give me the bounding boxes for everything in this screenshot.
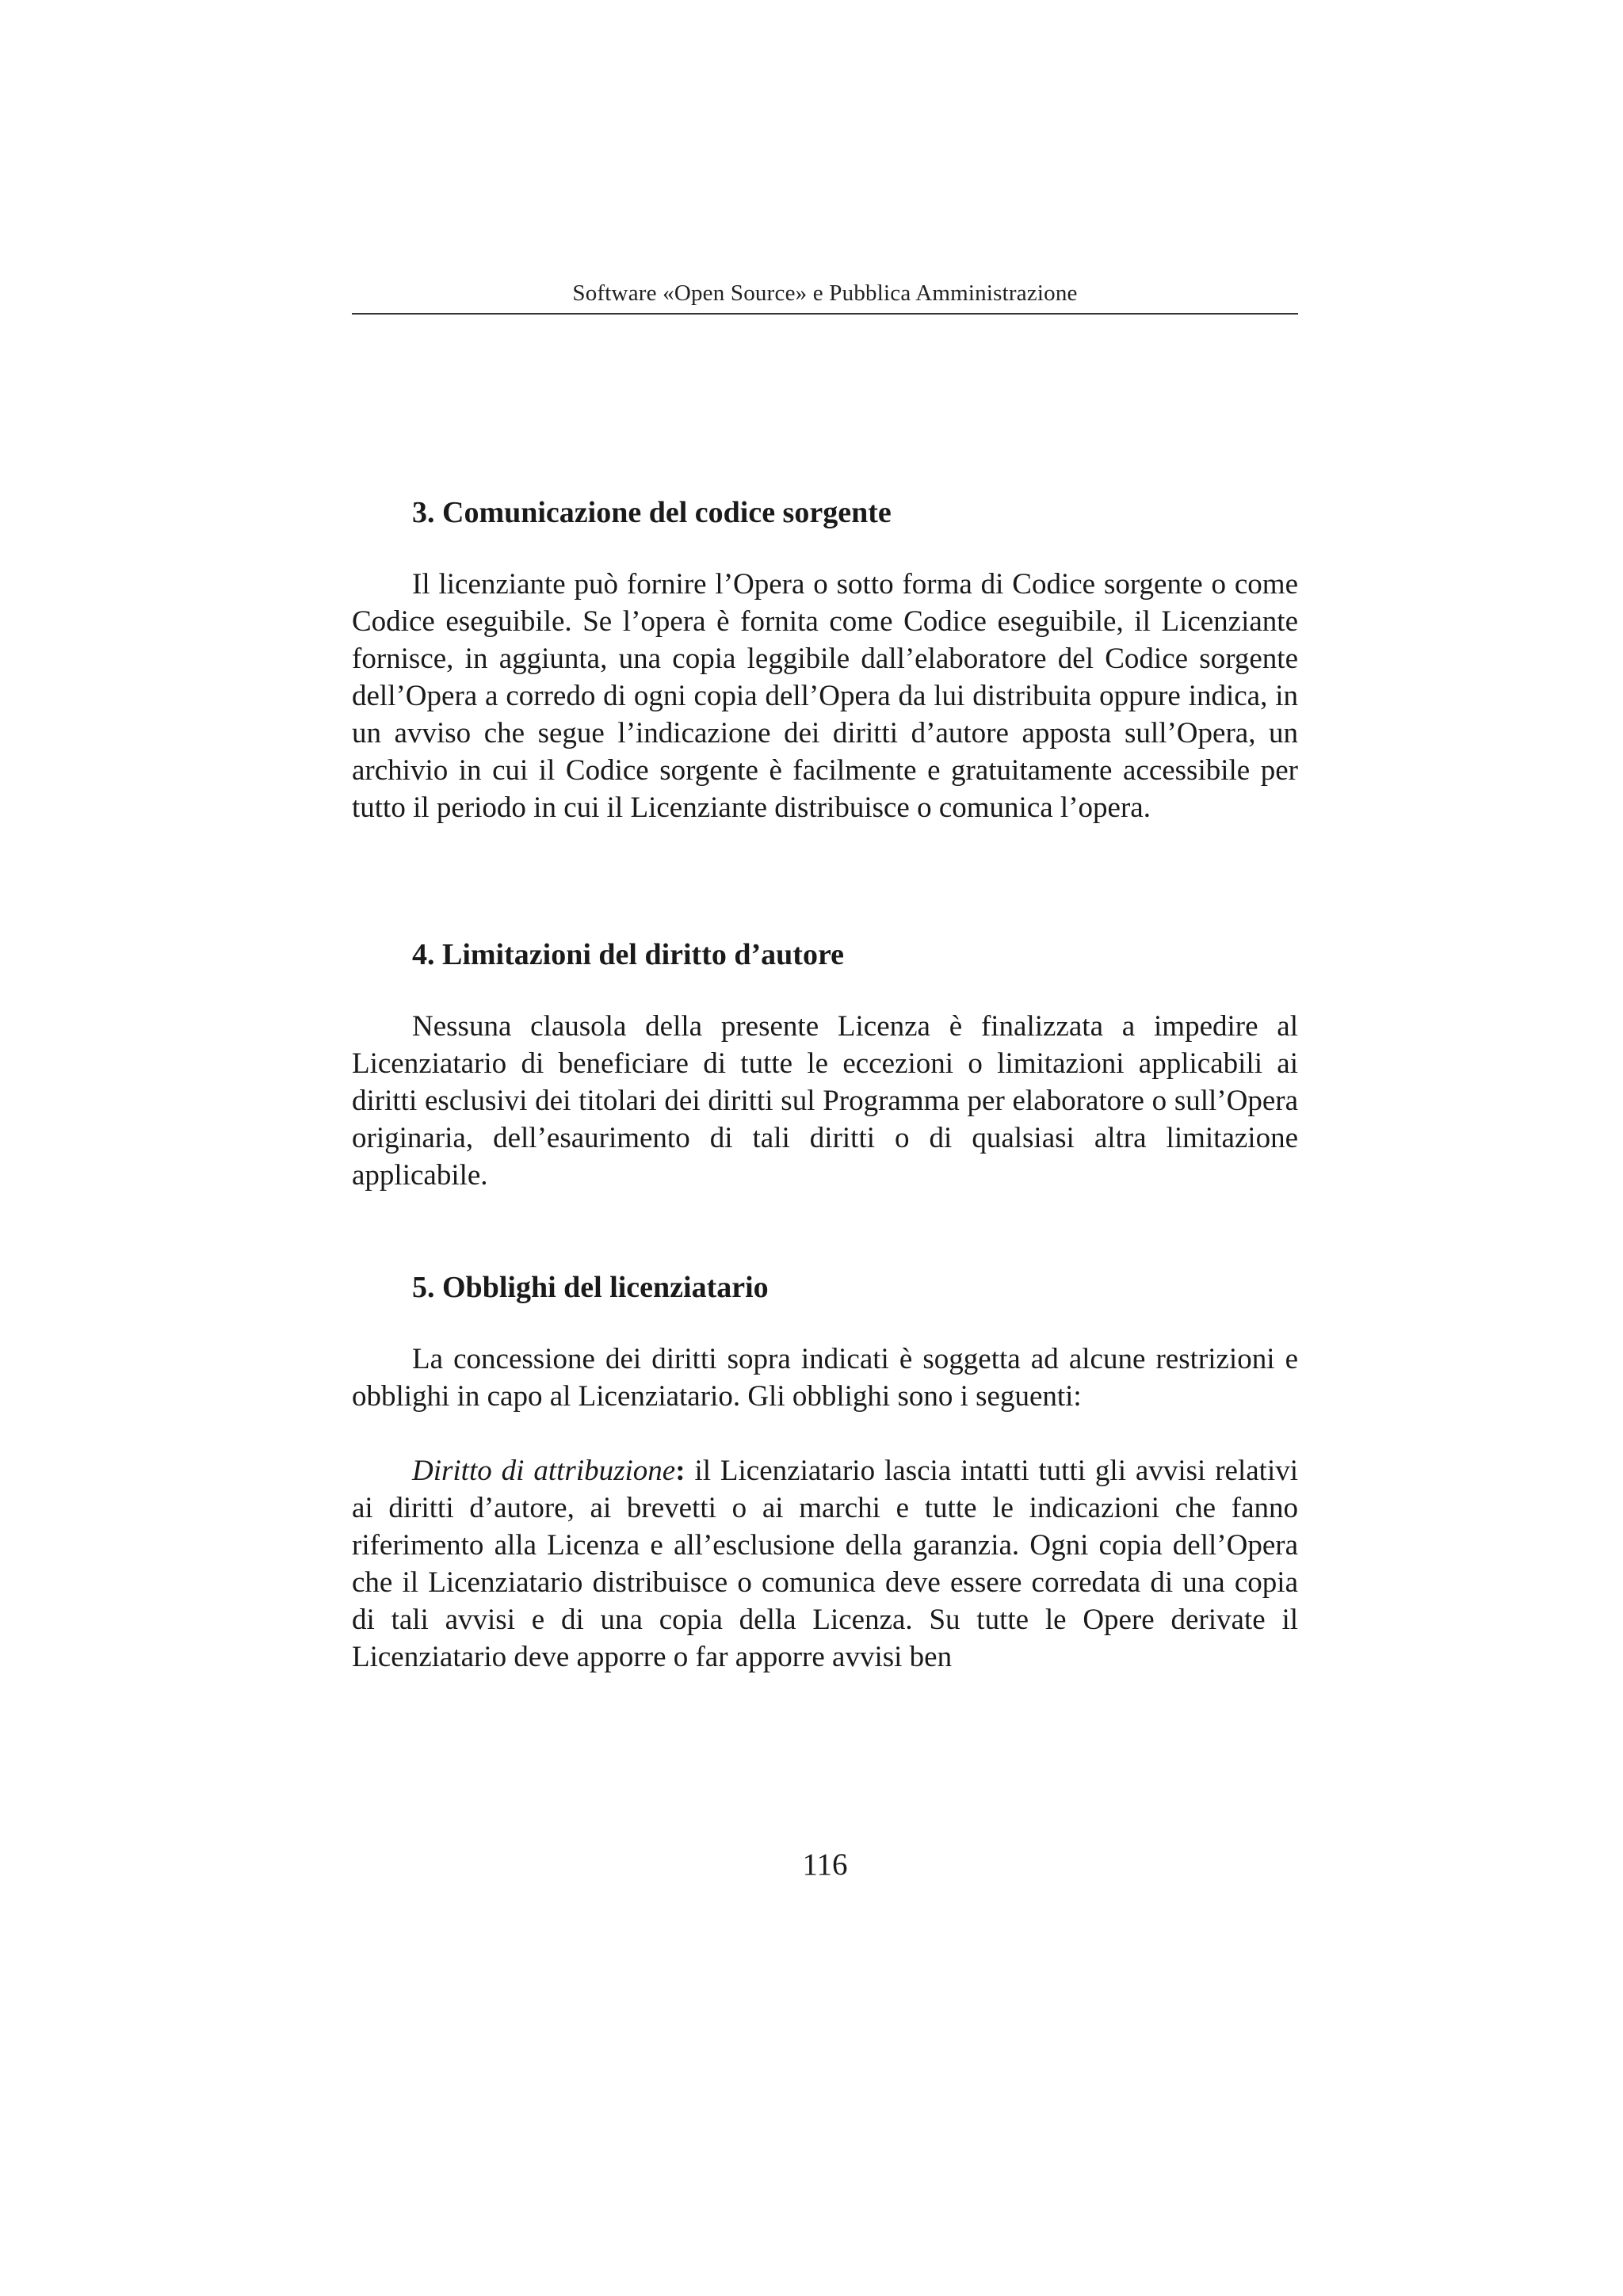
section-3-heading: 3. Comunicazione del codice sorgente: [412, 496, 892, 529]
subclause-text: il Licenziatario lascia intatti tutti gli avvisi relativi ai diritti d’autore, ai brevetti o ai marchi e tutte le indicazioni che fanno riferimento alla Licenza e all’esclusione della garanzia. Ogni copia dell’Opera che il Licenziatario distribuisce o comunica deve essere corredata di una copia di tali avvisi e di una copia della Licenza. Su tutte le Opere derivate il Licenziatario deve apporre o far apporre avvisi ben: [352, 1455, 1298, 1673]
section-4-heading: 4. Limitazioni del diritto d’autore: [412, 938, 844, 971]
page-number: 116: [802, 1848, 848, 1882]
running-header: Software «Open Source» e Pubblica Amministrazione: [572, 280, 1078, 306]
section-5-text: La concessione dei diritti sopra indicati è soggetta ad alcune restrizioni e obblighi in capo al Licenziatario. Gli obblighi sono i seguenti:: [352, 1343, 1298, 1413]
section-5-body: [352, 1341, 1298, 1415]
section-5-subclause: [352, 1452, 1298, 1676]
section-3-body: [352, 566, 1298, 826]
subclause-term: Diritto di attribuzione: [412, 1455, 676, 1487]
section-5-heading: 5. Obblighi del licenziatario: [412, 1271, 769, 1304]
subclause-colon: :: [675, 1455, 685, 1487]
section-3-paragraph: [352, 566, 1298, 826]
section-5-paragraph: [352, 1341, 1298, 1415]
subclause-paragraph: [352, 1452, 1298, 1676]
section-4-paragraph: [352, 1008, 1298, 1194]
header-rule: [352, 313, 1298, 315]
section-4-body: [352, 1008, 1298, 1194]
section-3-text: Il licenziante può fornire l’Opera o sotto forma di Codice sorgente o come Codice eseguibile. Se l’opera è fornita come Codice eseguibile, il Licenziante fornisce, in aggiunta, una copia leggibile dall’elaboratore del Codice sorgente dell’Opera a corredo di ogni copia dell’Opera da lui distribuita oppure indica, in un avviso che segue l’indicazione dei diritti d’autore apposta sull’Opera, un archivio in cui il Codice sorgente è facilmente e gratuitamente accessibile per tutto il periodo in cui il Licenziante distribuisce o comunica l’opera.: [352, 568, 1298, 824]
section-4-text: Nessuna clausola della presente Licenza è finalizzata a impedire al Licenziatario di beneficiare di tutte le eccezioni o limitazioni applicabili ai diritti esclusivi dei titolari dei diritti sul Programma per elaboratore o sull’Opera originaria, dell’esaurimento di tali diritti o di qualsiasi altra limitazione applicabile.: [352, 1010, 1298, 1192]
